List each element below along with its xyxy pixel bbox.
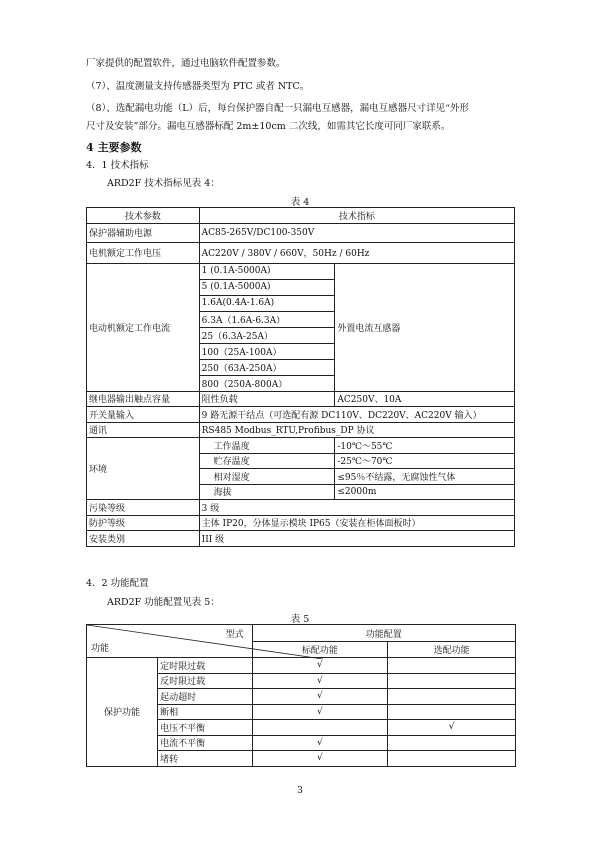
- table-cell: 5 (0.1A-5000A): [199, 279, 335, 295]
- table-cell: √: [252, 673, 388, 689]
- table-cell: 相对湿度: [199, 469, 335, 485]
- page-number: 3: [297, 786, 303, 796]
- table-cell: 堵转: [158, 751, 252, 767]
- table-cell: √: [252, 704, 388, 720]
- table-row: [87, 208, 515, 224]
- section-4-2-text: ARD2F 功能配置见表 5：: [107, 597, 220, 608]
- table-cell: 25（6.3A-25A）: [199, 327, 335, 343]
- table-cell: 继电器输出触点容量: [87, 391, 200, 407]
- intro-line-3a: （8）、选配漏电功能（L）后，每台保护器自配一只漏电互感器，漏电互感器尺寸详见“外形: [86, 103, 469, 114]
- table5-diagonal-header: [87, 625, 253, 658]
- intro-line-1: 厂家提供的配置软件，通过电脑软件配置参数。: [86, 58, 286, 69]
- section-4-1-text: ARD2F 技术指标见表 4：: [107, 178, 220, 189]
- table-cell: [252, 720, 388, 736]
- table5-standard-label: 标配功能: [252, 642, 388, 658]
- table5-group-label: 保护功能: [87, 658, 158, 767]
- table-cell: 电机额定工作电压: [87, 242, 200, 263]
- table-row: [87, 515, 515, 531]
- table-cell: 保护器辅助电源: [87, 223, 200, 242]
- table-cell: 开关量输入: [87, 407, 200, 423]
- section-4-title: 4 主要参数: [86, 141, 142, 154]
- table4-header-param: 技术参数: [87, 208, 200, 224]
- table-cell: 定时限过载: [158, 658, 252, 674]
- table-cell: √: [252, 751, 388, 767]
- table-cell: ≤95％不结露，无腐蚀性气体: [335, 469, 515, 485]
- table-5: [86, 624, 516, 767]
- table-cell: AC85-265V/DC100-350V: [199, 223, 514, 242]
- table-row: [87, 223, 515, 242]
- table-row: [87, 658, 516, 674]
- table-row: [87, 422, 515, 438]
- table-row: [87, 391, 515, 407]
- table-cell: 阻性负载: [199, 391, 335, 407]
- table-cell: III 级: [199, 531, 514, 547]
- table-row: [87, 407, 515, 423]
- table-cell: [388, 689, 516, 705]
- table-cell: [388, 658, 516, 674]
- section-4-2-title: 4．2 功能配置: [86, 578, 149, 589]
- table-cell: 贮存温度: [199, 453, 335, 469]
- table-cell: √: [252, 658, 388, 674]
- table-cell: 1 (0.1A-5000A): [199, 263, 335, 279]
- table-cell: 工作温度: [199, 438, 335, 454]
- table-4: [86, 207, 515, 547]
- table-cell: 9 路无源干结点（可选配有源 DC110V、DC220V、AC220V 输入）: [199, 407, 514, 423]
- table-cell: 污染等级: [87, 500, 200, 516]
- table-cell: ≤2000m: [335, 484, 515, 500]
- table-row: [87, 263, 515, 279]
- table-cell: AC220V / 380V / 660V，50Hz / 60Hz: [199, 242, 514, 263]
- table-cell: 起动超时: [158, 689, 252, 705]
- table-cell: 800（250A-800A）: [199, 375, 335, 391]
- table-cell: 电流不平衡: [158, 735, 252, 751]
- table4-header-spec: 技术指标: [199, 208, 514, 224]
- table-cell: 3 级: [199, 500, 514, 516]
- diagonal-line: [87, 625, 323, 659]
- intro-line-2: （7）、温度测量支持传感器类型为 PTC 或者 NTC。: [86, 81, 310, 92]
- table-cell: √: [252, 689, 388, 705]
- table-cell: -10℃～55℃: [335, 438, 515, 454]
- table-cell: [388, 735, 516, 751]
- table-cell: 通讯: [87, 422, 200, 438]
- table-row: [87, 531, 515, 547]
- table-cell: 断相: [158, 704, 252, 720]
- table-cell: 反时限过载: [158, 673, 252, 689]
- table-row: [87, 242, 515, 263]
- intro-line-3b: 尺寸及安装”部分。漏电互感器标配 2m±10cm 二次线，如需其它长度可同厂家联系。: [86, 121, 451, 132]
- table5-optional-label: 选配功能: [388, 642, 516, 658]
- table-row: [87, 438, 515, 454]
- table-cell: [388, 704, 516, 720]
- table5-caption: 表 5: [290, 614, 310, 625]
- table5-config-label: 功能配置: [252, 625, 515, 642]
- table-cell: 250（63A-250A）: [199, 359, 335, 375]
- table-cell: -25℃～70℃: [335, 453, 515, 469]
- table-cell: 100（25A-100A）: [199, 343, 335, 359]
- table-cell: AC250V、10A: [335, 391, 515, 407]
- table4-caption: 表 4: [290, 197, 310, 208]
- table-cell: √: [252, 735, 388, 751]
- table-cell: [388, 751, 516, 767]
- table-cell: 主体 IP20，分体显示模块 IP65（安装在柜体面板时）: [199, 515, 514, 531]
- table-cell: 电压不平衡: [158, 720, 252, 736]
- table-cell: 防护等级: [87, 515, 200, 531]
- table-cell: 海拔: [199, 484, 335, 500]
- table-cell: 6.3A（1.6A-6.3A）: [199, 311, 335, 327]
- table-cell: 1.6A(0.4A-1.6A): [199, 295, 335, 311]
- table-cell: [388, 673, 516, 689]
- table-cell: 电动机额定工作电流: [87, 263, 200, 391]
- table-row: [87, 500, 515, 516]
- table-cell: 外置电流互感器: [335, 263, 515, 391]
- table-cell: 环境: [87, 438, 200, 500]
- table5-function-label: 功能: [91, 644, 110, 654]
- table5-model-label: 型式: [225, 630, 244, 640]
- table-cell: 安装类别: [87, 531, 200, 547]
- table-cell: RS485 Modbus_RTU,Profibus_DP 协议: [199, 422, 514, 438]
- table-cell: √: [388, 720, 516, 736]
- table-row: [87, 625, 516, 642]
- section-4-1-title: 4．1 技术指标: [86, 160, 149, 171]
